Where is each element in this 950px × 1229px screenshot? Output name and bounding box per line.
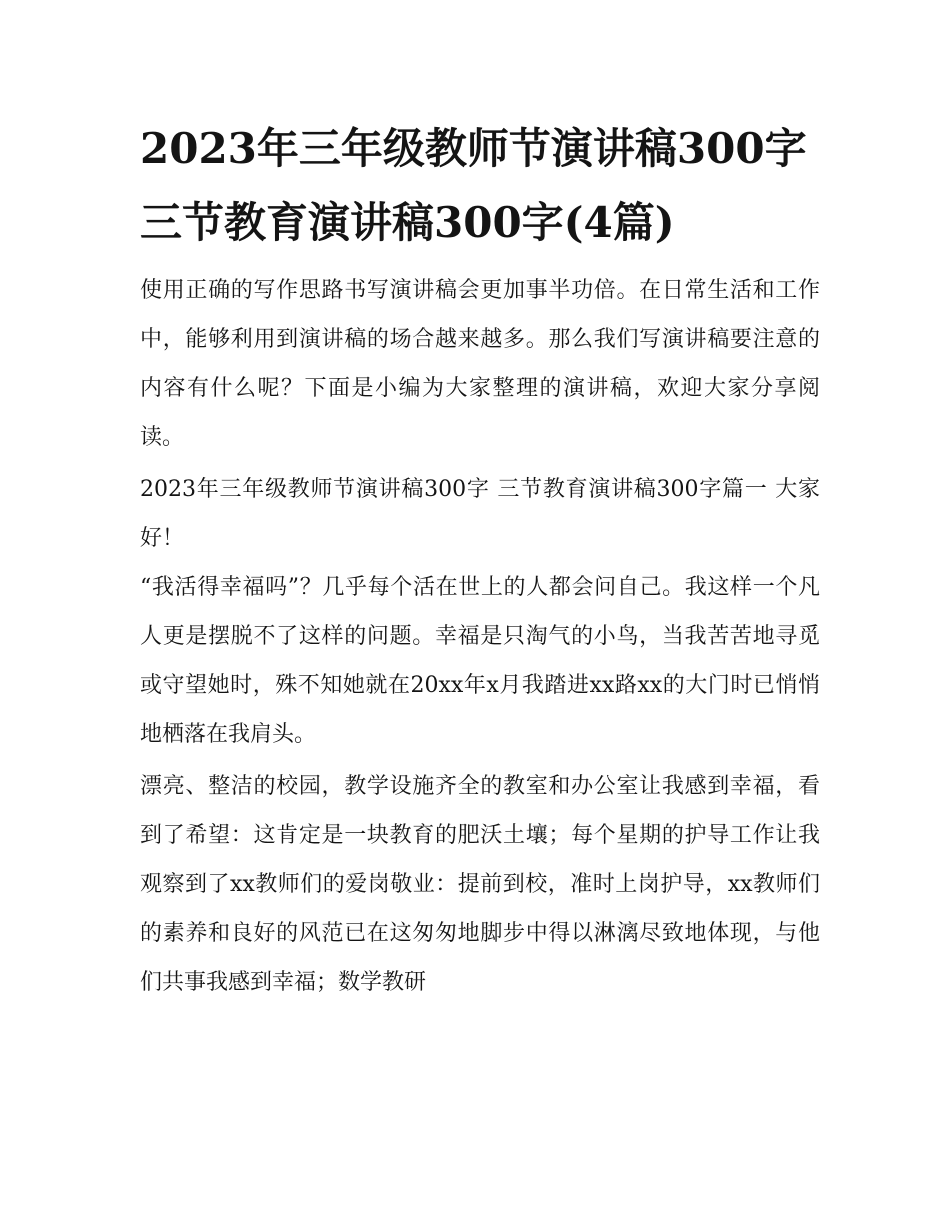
document-body [140, 112, 820, 1007]
document-title: 2023年三年级教师节演讲稿300字 三节教育演讲稿300字(4篇) [140, 124, 807, 247]
body-paragraph-campus: 漂亮、整洁的校园，教学设施齐全的教室和办公室让我感到幸福，看到了希望：这肯定是一块教育的肥沃土壤；每个星期的护导工作让我观察到了xx教师们的爱岗敬业：提前到校，准时上岗护导，xx教师们的素养和良好的风范已在这匆匆地脚步中得以淋漓尽致地体现，与他们共事我感到幸福；数学教研 [140, 774, 820, 995]
intro-paragraph: 使用正确的写作思路书写演讲稿会更加事半功倍。在日常生活和工作中，能够利用到演讲稿的场合越来越多。那么我们写演讲稿要注意的内容有什么呢？下面是小编为大家整理的演讲稿，欢迎大家分享阅读。 [140, 278, 820, 450]
section-heading-paragraph: 2023年三年级教师节演讲稿300字 三节教育演讲稿300字篇一 大家好！ [140, 477, 820, 551]
body-paragraph-happiness: “我活得幸福吗”？几乎每个活在世上的人都会问自己。我这样一个凡人更是摆脱不了这样的问题。幸福是只淘气的小鸟，当我苦苦地寻觅或守望她时，殊不知她就在20xx年x月我踏进xx路xx的大门时已悄悄地栖落在我肩头。 [140, 575, 820, 747]
